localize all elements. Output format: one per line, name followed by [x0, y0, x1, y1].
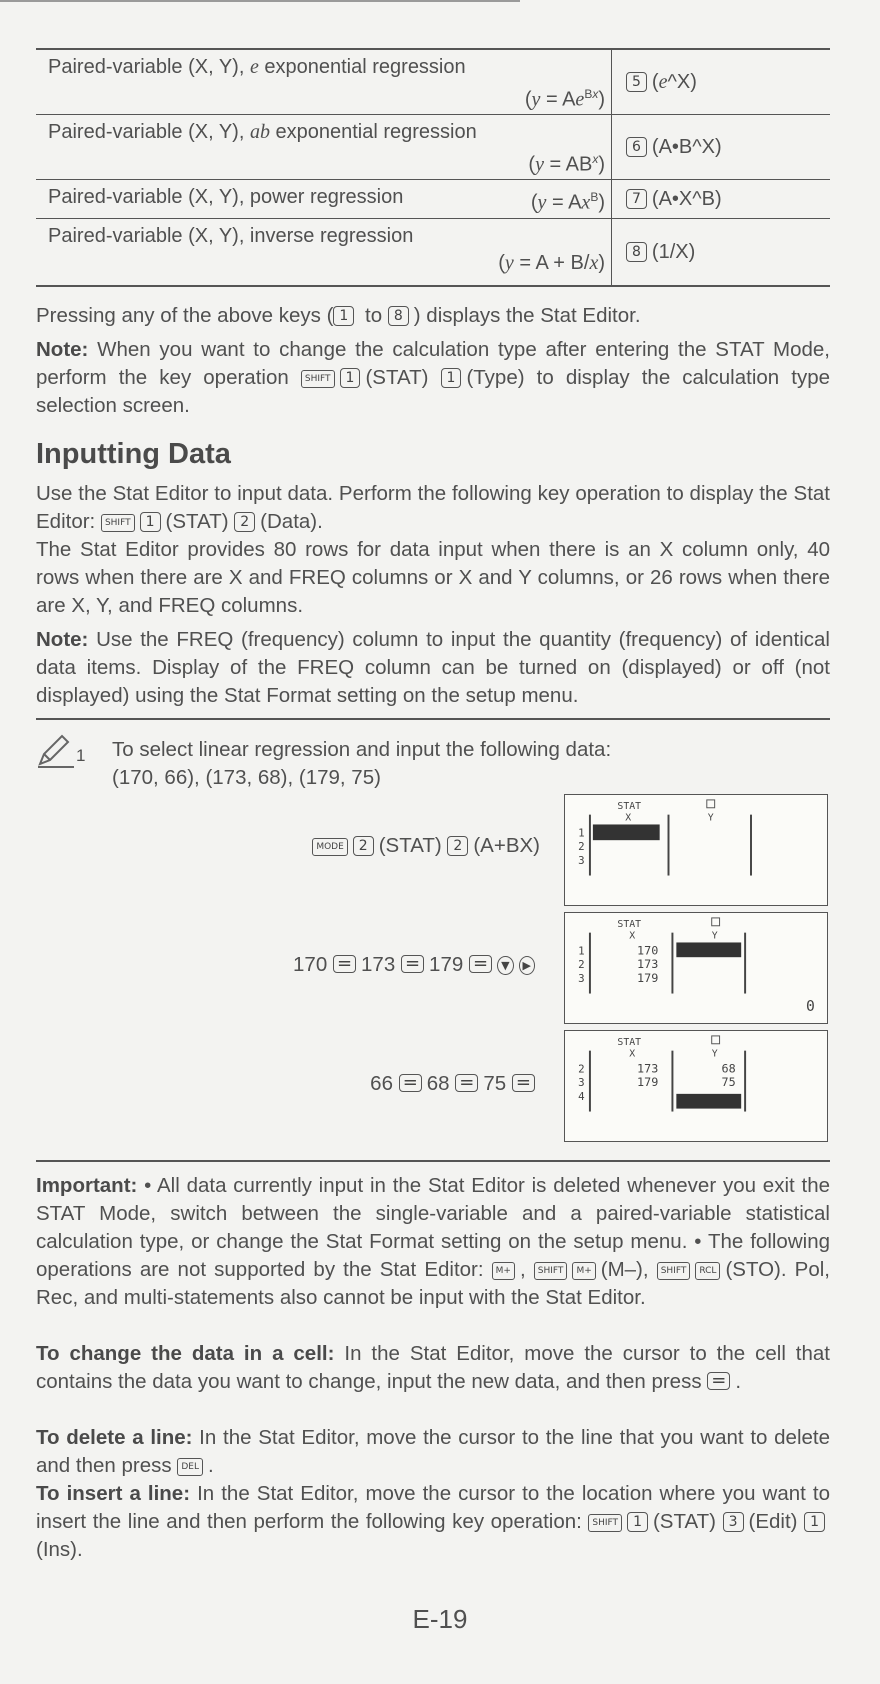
- row-text: exponential regression: [269, 121, 477, 143]
- step-1-keys: MODE 2 (STAT) 2 (A+BX): [312, 834, 540, 858]
- change-paragraph: To change the data in a cell: In the Stat Editor, move the cursor to the cell that contains the data you want to change, input the new data, and then press = .: [36, 1342, 830, 1393]
- column-x-header: X: [629, 1048, 636, 1060]
- column-x-header: X: [629, 930, 636, 942]
- cell-cursor: [593, 824, 660, 840]
- provides-paragraph: The Stat Editor provides 80 rows for data input when there is an X column only, 40 rows when there are X and FREQ columns or X and Y columns, or 26 rows when there are X, Y, and FREQ columns.: [36, 538, 830, 617]
- key-2-icon: 2: [353, 836, 374, 856]
- svg-text:4: 4: [578, 1089, 585, 1103]
- table-row: [36, 115, 830, 180]
- change-label: To change the data in a cell:: [36, 1342, 335, 1365]
- section-divider: [36, 1160, 830, 1162]
- column-y-header: Y: [711, 930, 718, 942]
- note-paragraph: Note: Use the FREQ (frequency) column to input the quantity (frequency) of identical data items. Display of the FREQ column can be turned on (displayed) or off (not displayed) using the Stat Format setting on the setup menu.: [36, 628, 830, 707]
- key-1-icon: 1: [333, 306, 354, 326]
- display-indicator-icon: [712, 918, 720, 926]
- display-indicator-icon: [712, 1036, 720, 1044]
- key-6-icon: 6: [626, 137, 647, 157]
- key-1-icon: 1: [340, 368, 361, 388]
- regression-formula: $(y = Ax^B)$: [530, 190, 605, 214]
- lcd-display: [565, 1031, 827, 1141]
- svg-text:1: 1: [578, 944, 585, 958]
- key-8-icon: 8: [388, 306, 409, 326]
- svg-text:3: 3: [578, 971, 585, 985]
- regression-key: [612, 115, 830, 179]
- row-text: Paired-variable (X, Y), inverse regression: [48, 225, 414, 247]
- page-number: E-19: [412, 1604, 468, 1634]
- cell-cursor: [676, 1094, 741, 1109]
- shift-key-icon: SHIFT: [301, 370, 335, 388]
- insert-paragraph: To insert a line: In the Stat Editor, move the cursor to the location where you want to insert the line and then perform the following key operation: SHIFT 1 (STAT) 3 (Edit) 1(Ins).: [36, 1482, 830, 1561]
- delete-paragraph: To delete a line: In the Stat Editor, move the cursor to the line that you want to delete and then press DEL .: [36, 1426, 830, 1477]
- delete-label: To delete a line:: [36, 1426, 193, 1449]
- cell-value: 173: [637, 1061, 659, 1076]
- regression-key: [612, 50, 830, 114]
- down-arrow-key-icon: ▼: [497, 956, 513, 975]
- cell-value: 170: [637, 943, 659, 958]
- row-number: 3: [578, 853, 585, 867]
- shift-key-icon: SHIFT: [657, 1262, 691, 1280]
- important-paragraph: Important: • All data currently input in the Stat Editor is deleted whenever you exit the STAT Mode, switch between the single-variable and a paired-variable statistical calculation type, or change the Stat Format setting on the setup menu. • The following operations are not supported by the Stat Editor: M+ , SHIFT M+ (M–), SHIFT RCL (STO). Pol, Rec, and multi-statements also cannot be input with the Stat Editor.: [36, 1174, 830, 1309]
- mode-key-icon: MODE: [312, 838, 347, 856]
- cell-value: 173: [637, 957, 659, 971]
- regression-formula: (y = A + B/x): [498, 252, 605, 274]
- m-plus-key-icon: M+: [572, 1262, 595, 1280]
- equals-key-icon: =: [469, 955, 492, 973]
- equals-key-icon: =: [512, 1074, 535, 1092]
- row-text: Paired-variable (X, Y),: [48, 121, 250, 143]
- row-variable: e: [249, 56, 259, 78]
- key-5-icon: 5: [626, 72, 647, 92]
- row-text: Paired-variable (X, Y), power regression: [48, 186, 404, 208]
- calculator-screen-2: [564, 912, 828, 1024]
- step-2-keys: 170 = 173 = 179 = ▼ ▶: [293, 953, 540, 977]
- section-divider: [36, 718, 830, 720]
- equals-key-icon: =: [399, 1074, 422, 1092]
- m-plus-key-icon: M+: [492, 1262, 515, 1280]
- cell-value: 68: [721, 1061, 736, 1076]
- regression-table: [36, 48, 830, 287]
- lcd-display: [565, 795, 827, 905]
- stat-indicator: STAT: [617, 1036, 642, 1048]
- equals-key-icon: =: [707, 1372, 730, 1390]
- column-x-header: X: [625, 812, 632, 824]
- section-heading: Inputting Data: [36, 438, 231, 470]
- cell-value: 179: [637, 970, 659, 985]
- cell-cursor: [676, 942, 741, 957]
- key-2-icon: 2: [447, 836, 468, 856]
- row-text: exponential regression: [258, 56, 466, 78]
- key-label: (A•X^B): [651, 187, 722, 210]
- example-data: (170, 66), (173, 68), (179, 75): [112, 766, 381, 789]
- equals-key-icon: =: [333, 955, 356, 973]
- shift-key-icon: SHIFT: [101, 514, 135, 532]
- example-number: 1: [76, 746, 86, 765]
- column-y-header: Y: [707, 812, 714, 824]
- svg-text:2: 2: [578, 958, 585, 971]
- regression-description: [36, 115, 612, 179]
- table-row: [36, 219, 830, 287]
- key-1-icon: 1: [140, 512, 161, 532]
- regression-description: [36, 219, 612, 285]
- rcl-key-icon: RCL: [695, 1262, 720, 1280]
- del-key-icon: DEL: [177, 1458, 203, 1476]
- regression-description: [36, 180, 612, 218]
- row-number: 2: [578, 840, 585, 853]
- insert-label: To insert a line:: [36, 1482, 191, 1505]
- shift-key-icon: SHIFT: [588, 1514, 622, 1532]
- equals-key-icon: =: [401, 955, 424, 973]
- column-y-header: Y: [711, 1048, 718, 1060]
- right-arrow-key-icon: ▶: [519, 956, 535, 975]
- key-8-icon: 8: [626, 242, 647, 262]
- note-label: Note:: [36, 628, 89, 651]
- note-label: Note:: [36, 338, 89, 361]
- use-paragraph: Use the Stat Editor to input data. Perform the following key operation to display the Stat Editor: SHIFT 1 (STAT) 2 (Data).: [36, 482, 830, 533]
- key-3-icon: 3: [723, 1512, 744, 1532]
- key-1-icon: 1: [804, 1512, 825, 1532]
- equals-key-icon: =: [455, 1074, 478, 1092]
- important-label: Important:: [36, 1174, 138, 1197]
- example-line: To select linear regression and input the following data:: [112, 738, 612, 761]
- key-1-icon: 1: [441, 368, 462, 388]
- display-indicator-icon: [707, 800, 715, 808]
- key-7-icon: 7: [626, 189, 647, 209]
- calculator-screen-1: [564, 794, 828, 906]
- regression-formula: $(y = AB^x)$: [528, 152, 605, 176]
- stat-indicator: STAT: [617, 918, 642, 930]
- svg-text:2: 2: [578, 1062, 585, 1076]
- cell-value: 179: [637, 1075, 659, 1089]
- row-number: 1: [578, 826, 585, 840]
- table-row: [36, 50, 830, 115]
- regression-key: [612, 180, 830, 218]
- calculator-screen-3: [564, 1030, 828, 1142]
- row-variable: ab: [249, 121, 270, 143]
- example-text: [112, 736, 611, 792]
- stat-indicator: STAT: [617, 800, 642, 812]
- key-label: (e^X): [651, 70, 697, 93]
- regression-description: [36, 50, 612, 114]
- regression-formula: $(y = Ae^{Bx})$: [524, 87, 605, 111]
- table-row: [36, 180, 830, 219]
- entry-value: 0: [806, 998, 815, 1016]
- key-label: (1/X): [651, 240, 696, 263]
- svg-text:3: 3: [578, 1076, 585, 1089]
- lcd-display: [565, 913, 827, 1023]
- key-2-icon: 2: [234, 512, 255, 532]
- key-1-icon: 1: [627, 1512, 648, 1532]
- shift-key-icon: SHIFT: [534, 1262, 568, 1280]
- key-label: (A•B^X): [651, 135, 722, 158]
- cell-value: 75: [721, 1075, 736, 1089]
- note-paragraph: Note: When you want to change the calculation type after entering the STAT Mode, perform the key operation SHIFT 1 (STAT) 1 (Type) to display the calculation type selection screen.: [36, 338, 831, 417]
- regression-key: [612, 219, 830, 285]
- pressing-paragraph: Pressing any of the above keys ( 1 to 8 ) displays the Stat Editor.: [36, 304, 641, 327]
- top-rule: [0, 0, 520, 2]
- step-3-keys: 66 = 68 = 75 =: [370, 1072, 540, 1096]
- row-text: Paired-variable (X, Y),: [48, 56, 250, 78]
